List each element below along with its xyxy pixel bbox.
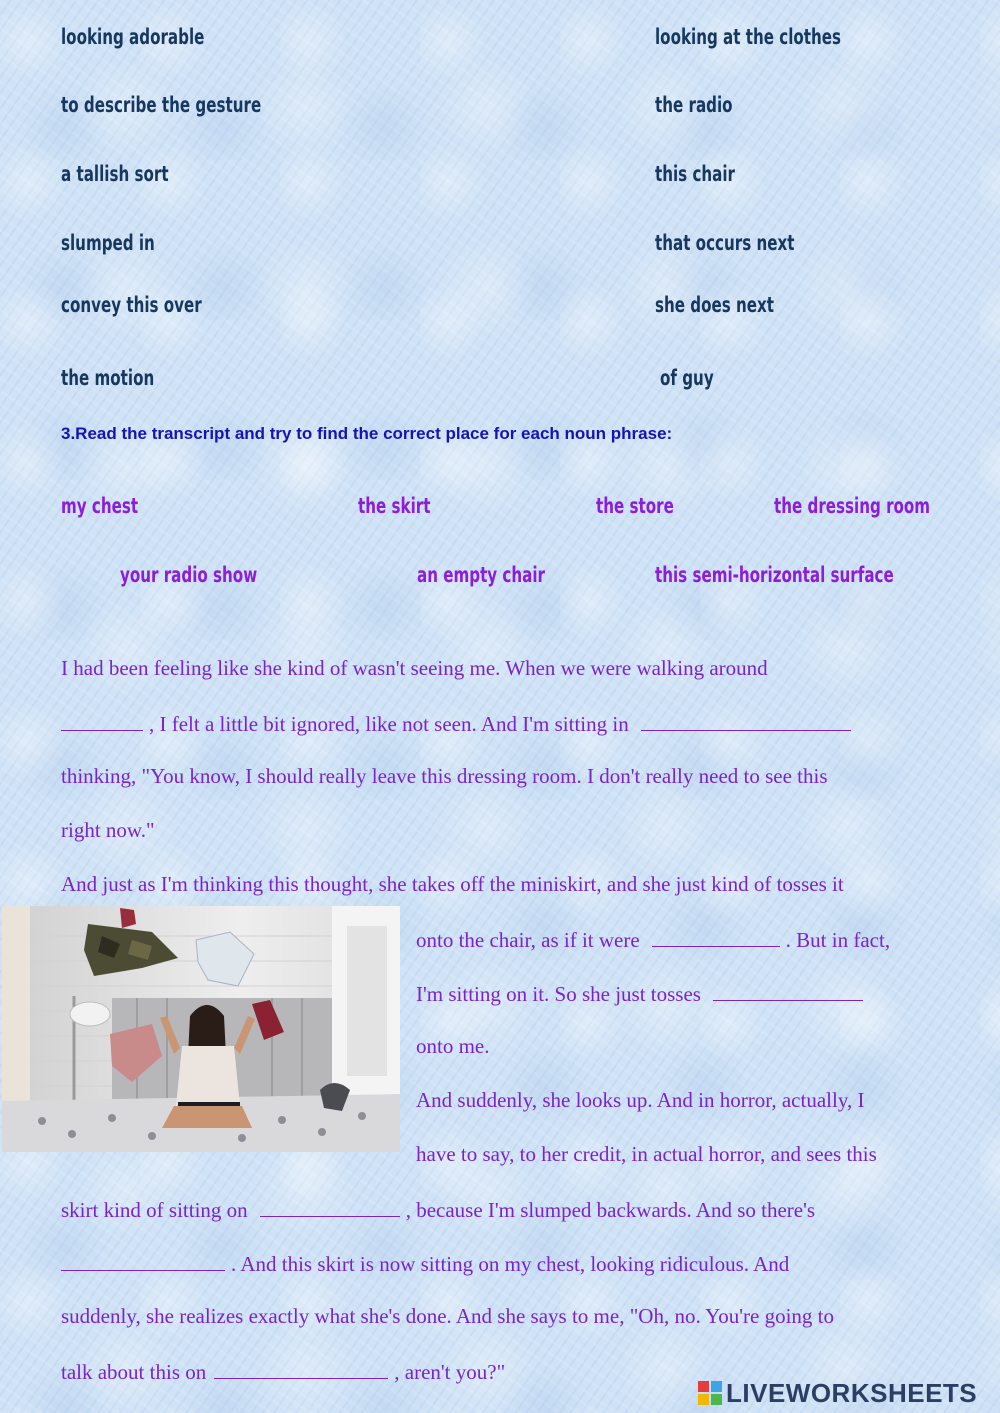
phrase-left-6: the motion (61, 366, 155, 390)
phrase-left-1: looking adorable (61, 25, 205, 49)
logo-blocks-icon (698, 1381, 722, 1405)
transcript-text: . And this skirt is now sitting on my chest, looking ridiculous. And (231, 1252, 790, 1276)
word-bank-item: the dressing room (774, 494, 931, 518)
answer-blank-3[interactable] (652, 928, 780, 947)
transcript-text: , I felt a little bit ignored, like not seen. And I'm sitting in (149, 712, 629, 736)
phrase-right-3: this chair (655, 162, 736, 186)
answer-blank-6[interactable] (61, 1252, 225, 1271)
word-bank-item: this semi-horizontal surface (655, 563, 894, 587)
transcript-line (416, 928, 890, 951)
transcript-line: And just as I'm thinking this thought, she takes off the miniskirt, and she just kind of tosses it (61, 872, 844, 896)
transcript-line: have to say, to her credit, in actual horror, and sees this (416, 1142, 877, 1166)
transcript-text: I'm sitting on it. So she just tosses (416, 982, 701, 1006)
phrase-right-1: looking at the clothes (655, 25, 842, 49)
phrase-right-4: that occurs next (655, 231, 795, 255)
transcript-line (61, 1360, 505, 1383)
word-bank-item: your radio show (120, 563, 258, 587)
word-bank-item: the store (596, 494, 674, 518)
transcript-line (61, 1198, 815, 1221)
word-bank-item: an empty chair (417, 563, 545, 587)
transcript-text: skirt kind of sitting on (61, 1198, 248, 1222)
phrase-right-5: she does next (655, 293, 775, 317)
phrase-left-2: to describe the gesture (61, 93, 262, 117)
phrase-left-3: a tallish sort (61, 162, 169, 186)
transcript-line: onto me. (416, 1034, 490, 1058)
bedroom-photo (2, 906, 400, 1152)
phrase-right-6: of guy (660, 366, 714, 390)
transcript-text: , aren't you?" (394, 1360, 506, 1384)
transcript-line (416, 982, 869, 1005)
answer-blank-1[interactable] (61, 712, 143, 731)
word-bank-item: my chest (61, 494, 139, 518)
transcript-text: onto the chair, as if it were (416, 928, 640, 952)
answer-blank-2[interactable] (641, 712, 851, 731)
instruction-heading: 3.Read the transcript and try to find the correct place for each noun phrase: (61, 424, 673, 443)
transcript-line (61, 712, 857, 735)
answer-blank-5[interactable] (260, 1198, 400, 1217)
transcript-line: right now." (61, 818, 155, 842)
word-bank-item: the skirt (358, 494, 431, 518)
phrase-left-5: convey this over (61, 293, 202, 317)
transcript-line: suddenly, she realizes exactly what she's done. And she says to me, "Oh, no. You're going to (61, 1304, 834, 1328)
transcript-line: thinking, "You know, I should really leave this dressing room. I don't really need to see this (61, 764, 828, 788)
transcript-line: I had been feeling like she kind of wasn't seeing me. When we were walking around (61, 656, 768, 680)
transcript-text: talk about this on (61, 1360, 207, 1384)
phrase-right-2: the radio (655, 93, 733, 117)
answer-blank-4[interactable] (713, 982, 863, 1001)
transcript-text: . But in fact, (785, 928, 891, 952)
liveworksheets-logo (698, 1378, 977, 1408)
logo-text: LIVEWORKSHEETS (726, 1377, 978, 1408)
transcript-line: And suddenly, she looks up. And in horror, actually, I (416, 1088, 865, 1112)
phrase-left-4: slumped in (61, 231, 155, 255)
transcript-line (61, 1252, 789, 1275)
answer-blank-7[interactable] (214, 1360, 388, 1379)
transcript-text: , because I'm slumped backwards. And so there's (405, 1198, 816, 1222)
